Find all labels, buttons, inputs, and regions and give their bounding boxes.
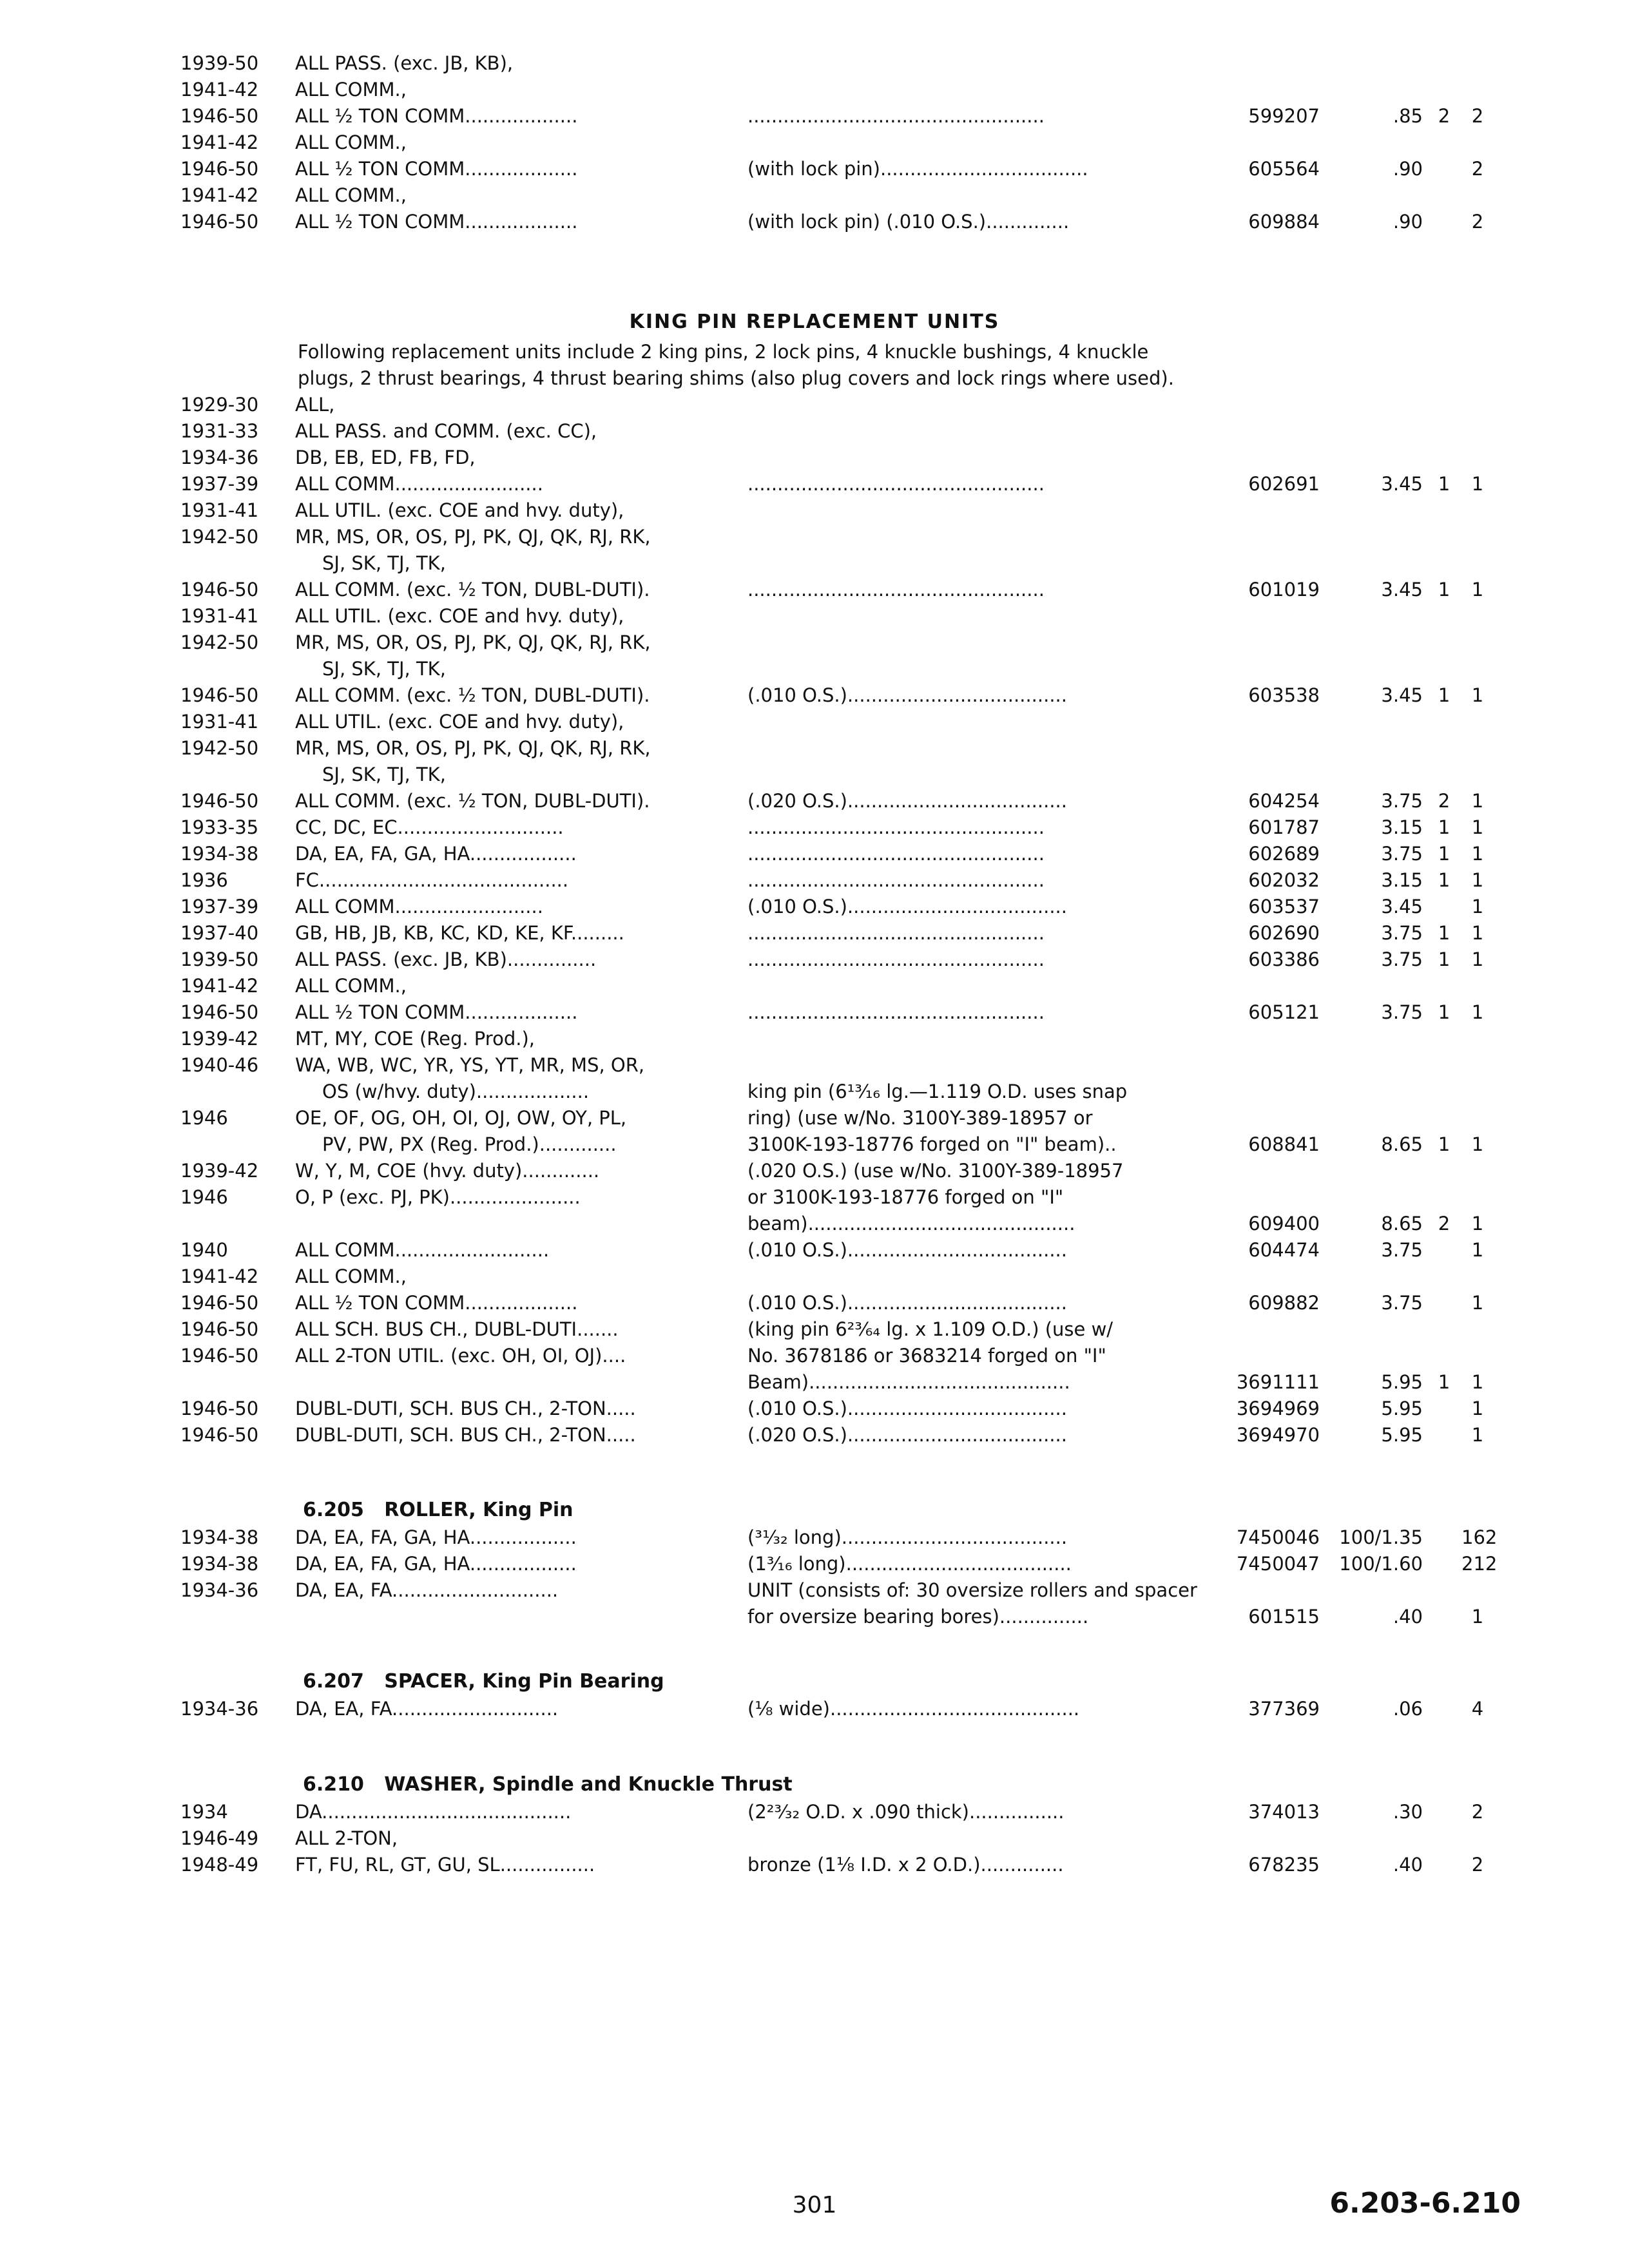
table-row bbox=[0, 867, 1629, 894]
table-row bbox=[0, 1577, 1629, 1604]
qty-cell-2: 1 bbox=[1471, 869, 1484, 891]
price-cell: 3.75 bbox=[1381, 790, 1423, 812]
price-cell: .85 bbox=[1393, 105, 1423, 127]
washer-heading-text: WASHER, Spindle and Knuckle Thrust bbox=[384, 1773, 793, 1796]
part-number-cell: 678235 bbox=[1248, 1854, 1320, 1876]
part-number-cell: 609400 bbox=[1248, 1213, 1320, 1235]
note-cell: (1³⁄₁₆ long)...................................... bbox=[747, 1553, 1072, 1575]
note-cell: for oversize bearing bores)............... bbox=[747, 1606, 1089, 1628]
model-cell: ALL COMM., bbox=[295, 79, 407, 101]
qty-cell-2: 1 bbox=[1471, 473, 1484, 495]
table-row bbox=[0, 550, 1629, 577]
model-cell: SJ, SK, TJ, TK, bbox=[322, 764, 446, 785]
qty-cell-2: 1 bbox=[1471, 1133, 1484, 1155]
price-cell: 3.75 bbox=[1381, 1239, 1423, 1261]
part-number-cell: 7450047 bbox=[1236, 1553, 1320, 1575]
part-number-cell: 3694970 bbox=[1236, 1424, 1320, 1446]
note-cell: UNIT (consists of: 30 oversize rollers and spacer bbox=[747, 1579, 1197, 1601]
part-number-cell: 7450046 bbox=[1236, 1526, 1320, 1548]
model-cell: PV, PW, PX (Reg. Prod.)............. bbox=[322, 1133, 617, 1155]
part-number-cell: 608841 bbox=[1248, 1133, 1320, 1155]
year-cell: 1941-42 bbox=[180, 79, 259, 101]
year-cell: 1934 bbox=[180, 1801, 228, 1823]
table-row bbox=[0, 788, 1629, 814]
model-cell: MR, MS, OR, OS, PJ, PK, QJ, QK, RJ, RK, bbox=[295, 737, 651, 759]
model-cell: WA, WB, WC, YR, YS, YT, MR, MS, OR, bbox=[295, 1054, 645, 1076]
model-cell: DB, EB, ED, FB, FD, bbox=[295, 447, 476, 468]
table-row bbox=[0, 1131, 1629, 1158]
spacer-heading bbox=[303, 1670, 664, 1693]
year-cell: 1934-38 bbox=[180, 1553, 259, 1575]
table-row bbox=[0, 656, 1629, 682]
table-row bbox=[0, 629, 1629, 656]
year-cell: 1946 bbox=[180, 1186, 228, 1208]
roller-heading-text: ROLLER, King Pin bbox=[384, 1499, 574, 1521]
model-cell: ALL 2-TON, bbox=[295, 1827, 398, 1849]
year-cell: 1946-50 bbox=[180, 211, 259, 233]
qty-cell-2: 1 bbox=[1471, 922, 1484, 944]
table-row bbox=[0, 1105, 1629, 1131]
model-cell: ALL ½ TON COMM................... bbox=[295, 1001, 578, 1023]
model-cell: ALL COMM......................... bbox=[295, 896, 543, 918]
price-cell: .40 bbox=[1393, 1606, 1423, 1628]
model-cell: MR, MS, OR, OS, PJ, PK, QJ, QK, RJ, RK, bbox=[295, 526, 651, 548]
table-row bbox=[0, 1396, 1629, 1422]
page-number: 301 bbox=[792, 2192, 837, 2218]
year-cell: 1946-50 bbox=[180, 579, 259, 601]
model-cell: ALL COMM......................... bbox=[295, 473, 543, 495]
qty-cell-2: 4 bbox=[1471, 1698, 1484, 1720]
year-cell: 1946-50 bbox=[180, 1001, 259, 1023]
table-row bbox=[0, 973, 1629, 999]
qty-cell-1: 1 bbox=[1438, 684, 1451, 706]
table-row bbox=[0, 735, 1629, 762]
qty-cell-2: 2 bbox=[1471, 211, 1484, 233]
qty-cell-2: 1 bbox=[1471, 896, 1484, 918]
table-row bbox=[0, 762, 1629, 788]
model-cell: ALL PASS. and COMM. (exc. CC), bbox=[295, 420, 597, 442]
note-cell: 3100K-193-18776 forged on "I" beam).. bbox=[747, 1133, 1117, 1155]
qty-cell-1: 1 bbox=[1438, 1133, 1451, 1155]
model-cell: DA, EA, FA, GA, HA.................. bbox=[295, 843, 577, 865]
price-cell: .90 bbox=[1393, 211, 1423, 233]
spacer-heading-num: 6.207 bbox=[303, 1670, 364, 1693]
table-row bbox=[0, 130, 1629, 156]
year-cell: 1946-50 bbox=[180, 105, 259, 127]
year-cell: 1948-49 bbox=[180, 1854, 259, 1876]
note-cell: .................................................. bbox=[747, 473, 1045, 495]
qty-cell-2: 1 bbox=[1471, 790, 1484, 812]
table-row bbox=[0, 1052, 1629, 1079]
year-cell: 1929-30 bbox=[180, 394, 259, 416]
year-cell: 1931-41 bbox=[180, 499, 259, 521]
note-cell: Beam)............................................ bbox=[747, 1371, 1070, 1393]
table-row bbox=[0, 947, 1629, 973]
price-cell: 100/1.35 bbox=[1339, 1526, 1423, 1548]
price-cell: 5.95 bbox=[1381, 1424, 1423, 1446]
year-cell: 1939-42 bbox=[180, 1028, 259, 1050]
qty-cell-1: 1 bbox=[1438, 1371, 1451, 1393]
part-number-cell: 374013 bbox=[1248, 1801, 1320, 1823]
kingpin-units-heading: KING PIN REPLACEMENT UNITS bbox=[629, 311, 1000, 333]
price-cell: 8.65 bbox=[1381, 1133, 1423, 1155]
part-number-cell: 604474 bbox=[1248, 1239, 1320, 1261]
year-cell: 1941-42 bbox=[180, 131, 259, 153]
year-cell: 1936 bbox=[180, 869, 228, 891]
price-cell: 3.15 bbox=[1381, 869, 1423, 891]
note-cell: or 3100K-193-18776 forged on "I" bbox=[747, 1186, 1064, 1208]
kingpin-units-intro-line1: Following replacement units include 2 king pins, 2 lock pins, 4 knuckle bushings, 4 knuckle bbox=[298, 341, 1149, 363]
model-cell: DA, EA, FA, GA, HA.................. bbox=[295, 1553, 577, 1575]
table-row bbox=[0, 1316, 1629, 1343]
qty-cell-1: 1 bbox=[1438, 816, 1451, 838]
table-row bbox=[0, 445, 1629, 471]
price-cell: 3.75 bbox=[1381, 843, 1423, 865]
qty-cell-2: 1 bbox=[1471, 1239, 1484, 1261]
price-cell: 3.45 bbox=[1381, 896, 1423, 918]
part-number-cell: 601515 bbox=[1248, 1606, 1320, 1628]
year-cell: 1946-50 bbox=[180, 1424, 259, 1446]
qty-cell-2: 2 bbox=[1471, 1854, 1484, 1876]
table-row bbox=[0, 1343, 1629, 1369]
note-cell: beam)............................................. bbox=[747, 1213, 1075, 1235]
price-cell: 100/1.60 bbox=[1339, 1553, 1423, 1575]
price-cell: 5.95 bbox=[1381, 1398, 1423, 1419]
model-cell: OS (w/hvy. duty)................... bbox=[322, 1081, 590, 1102]
note-cell: (.020 O.S.) (use w/No. 3100Y-389-18957 bbox=[747, 1160, 1124, 1182]
year-cell: 1939-42 bbox=[180, 1160, 259, 1182]
model-cell: W, Y, M, COE (hvy. duty)............. bbox=[295, 1160, 600, 1182]
year-cell: 1939-50 bbox=[180, 948, 259, 970]
price-cell: .06 bbox=[1393, 1698, 1423, 1720]
model-cell: DUBL-DUTI, SCH. BUS CH., 2-TON..... bbox=[295, 1424, 636, 1446]
price-cell: 3.75 bbox=[1381, 1001, 1423, 1023]
qty-cell-1: 2 bbox=[1438, 790, 1451, 812]
model-cell: ALL ½ TON COMM................... bbox=[295, 105, 578, 127]
model-cell: ALL COMM., bbox=[295, 975, 407, 997]
note-cell: (with lock pin)................................... bbox=[747, 158, 1088, 180]
model-cell: GB, HB, JB, KB, KC, KD, KE, KF......... bbox=[295, 922, 624, 944]
note-cell: .................................................. bbox=[747, 922, 1045, 944]
model-cell: ALL ½ TON COMM................... bbox=[295, 1292, 578, 1314]
note-cell: bronze (1⅛ I.D. x 2 O.D.).............. bbox=[747, 1854, 1064, 1876]
year-cell: 1942-50 bbox=[180, 631, 259, 653]
qty-cell-2: 1 bbox=[1471, 1606, 1484, 1628]
year-cell: 1946-50 bbox=[180, 1345, 259, 1367]
model-cell: O, P (exc. PJ, PK)...................... bbox=[295, 1186, 581, 1208]
model-cell: ALL COMM. (exc. ½ TON, DUBL-DUTI). bbox=[295, 684, 650, 706]
model-cell: FT, FU, RL, GT, GU, SL................ bbox=[295, 1854, 595, 1876]
table-row bbox=[0, 920, 1629, 947]
year-cell: 1942-50 bbox=[180, 526, 259, 548]
price-cell: 5.95 bbox=[1381, 1371, 1423, 1393]
model-cell: ALL COMM.......................... bbox=[295, 1239, 550, 1261]
model-cell: SJ, SK, TJ, TK, bbox=[322, 658, 446, 680]
table-row bbox=[0, 814, 1629, 841]
model-cell: ALL ½ TON COMM................... bbox=[295, 158, 578, 180]
part-number-cell: 3694969 bbox=[1236, 1398, 1320, 1419]
price-cell: 3.45 bbox=[1381, 473, 1423, 495]
price-cell: 3.75 bbox=[1381, 1292, 1423, 1314]
year-cell: 1934-36 bbox=[180, 1579, 259, 1601]
qty-cell-2: 2 bbox=[1471, 105, 1484, 127]
qty-cell-2: 1 bbox=[1471, 1371, 1484, 1393]
table-row bbox=[0, 1825, 1629, 1852]
note-cell: (.020 O.S.)..................................... bbox=[747, 790, 1067, 812]
qty-cell-1: 1 bbox=[1438, 579, 1451, 601]
part-number-cell: 604254 bbox=[1248, 790, 1320, 812]
year-cell: 1931-33 bbox=[180, 420, 259, 442]
year-cell: 1946-50 bbox=[180, 158, 259, 180]
model-cell: ALL COMM., bbox=[295, 131, 407, 153]
part-number-cell: 603538 bbox=[1248, 684, 1320, 706]
spacer-heading-text: SPACER, King Pin Bearing bbox=[384, 1670, 664, 1693]
qty-cell-2: 1 bbox=[1471, 684, 1484, 706]
part-number-cell: 609882 bbox=[1248, 1292, 1320, 1314]
roller-heading bbox=[303, 1499, 574, 1521]
year-cell: 1946 bbox=[180, 1107, 228, 1129]
note-cell: .................................................. bbox=[747, 816, 1045, 838]
qty-cell-1: 1 bbox=[1438, 473, 1451, 495]
table-row bbox=[0, 156, 1629, 182]
note-cell: (.010 O.S.)..................................... bbox=[747, 1398, 1067, 1419]
qty-cell-2: 162 bbox=[1461, 1526, 1498, 1548]
year-cell: 1934-36 bbox=[180, 1698, 259, 1720]
qty-cell-1: 1 bbox=[1438, 843, 1451, 865]
table-row bbox=[0, 50, 1629, 77]
model-cell: DA, EA, FA, GA, HA.................. bbox=[295, 1526, 577, 1548]
part-number-cell: 377369 bbox=[1248, 1698, 1320, 1720]
table-row bbox=[0, 1264, 1629, 1290]
year-cell: 1934-36 bbox=[180, 447, 259, 468]
part-number-cell: 599207 bbox=[1248, 105, 1320, 127]
table-row bbox=[0, 524, 1629, 550]
model-cell: ALL, bbox=[295, 394, 335, 416]
model-cell: DA, EA, FA............................ bbox=[295, 1579, 559, 1601]
table-row bbox=[0, 182, 1629, 209]
part-number-cell: 601019 bbox=[1248, 579, 1320, 601]
model-cell: DA, EA, FA............................ bbox=[295, 1698, 559, 1720]
qty-cell-1: 2 bbox=[1438, 105, 1451, 127]
model-cell: OE, OF, OG, OH, OI, OJ, OW, OY, PL, bbox=[295, 1107, 627, 1129]
table-row bbox=[0, 682, 1629, 709]
year-cell: 1931-41 bbox=[180, 711, 259, 733]
model-cell: DUBL-DUTI, SCH. BUS CH., 2-TON..... bbox=[295, 1398, 636, 1419]
table-row bbox=[0, 841, 1629, 867]
qty-cell-1: 1 bbox=[1438, 948, 1451, 970]
table-row bbox=[0, 1184, 1629, 1211]
table-row bbox=[0, 709, 1629, 735]
table-row bbox=[0, 103, 1629, 130]
qty-cell-2: 1 bbox=[1471, 1213, 1484, 1235]
part-number-cell: 602032 bbox=[1248, 869, 1320, 891]
part-number-cell: 609884 bbox=[1248, 211, 1320, 233]
model-cell: MR, MS, OR, OS, PJ, PK, QJ, QK, RJ, RK, bbox=[295, 631, 651, 653]
note-cell: (with lock pin) (.010 O.S.).............. bbox=[747, 211, 1070, 233]
price-cell: 8.65 bbox=[1381, 1213, 1423, 1235]
qty-cell-1: 1 bbox=[1438, 922, 1451, 944]
part-number-cell: 3691111 bbox=[1236, 1371, 1320, 1393]
washer-heading bbox=[303, 1773, 793, 1796]
part-number-cell: 605564 bbox=[1248, 158, 1320, 180]
model-cell: ALL 2-TON UTIL. (exc. OH, OI, OJ).... bbox=[295, 1345, 626, 1367]
note-cell: .................................................. bbox=[747, 869, 1045, 891]
price-cell: .40 bbox=[1393, 1854, 1423, 1876]
table-row bbox=[0, 1604, 1629, 1630]
qty-cell-2: 1 bbox=[1471, 1292, 1484, 1314]
table-row bbox=[0, 392, 1629, 418]
table-row bbox=[0, 77, 1629, 103]
year-cell: 1931-41 bbox=[180, 605, 259, 627]
table-row bbox=[0, 1524, 1629, 1551]
note-cell: (.020 O.S.)..................................... bbox=[747, 1424, 1067, 1446]
table-row bbox=[0, 999, 1629, 1026]
qty-cell-2: 1 bbox=[1471, 816, 1484, 838]
year-cell: 1937-39 bbox=[180, 896, 259, 918]
year-cell: 1941-42 bbox=[180, 1265, 259, 1287]
model-cell: ALL COMM., bbox=[295, 184, 407, 206]
price-cell: .90 bbox=[1393, 158, 1423, 180]
model-cell: FC.......................................... bbox=[295, 869, 569, 891]
model-cell: ALL SCH. BUS CH., DUBL-DUTI....... bbox=[295, 1318, 619, 1340]
table-row bbox=[0, 497, 1629, 524]
model-cell: ALL ½ TON COMM................... bbox=[295, 211, 578, 233]
model-cell: SJ, SK, TJ, TK, bbox=[322, 552, 446, 574]
price-cell: 3.45 bbox=[1381, 579, 1423, 601]
year-cell: 1946-49 bbox=[180, 1827, 259, 1849]
part-number-cell: 602690 bbox=[1248, 922, 1320, 944]
table-row bbox=[0, 1369, 1629, 1396]
note-cell: (.010 O.S.)..................................... bbox=[747, 684, 1067, 706]
part-number-cell: 602689 bbox=[1248, 843, 1320, 865]
table-row bbox=[0, 1799, 1629, 1825]
price-cell: .30 bbox=[1393, 1801, 1423, 1823]
model-cell: MT, MY, COE (Reg. Prod.), bbox=[295, 1028, 535, 1050]
table-row bbox=[0, 1158, 1629, 1184]
table-row bbox=[0, 894, 1629, 920]
table-row bbox=[0, 1237, 1629, 1264]
table-row bbox=[0, 1079, 1629, 1105]
table-row bbox=[0, 603, 1629, 629]
note-cell: .................................................. bbox=[747, 579, 1045, 601]
part-number-cell: 603386 bbox=[1248, 948, 1320, 970]
model-cell: ALL COMM. (exc. ½ TON, DUBL-DUTI). bbox=[295, 790, 650, 812]
model-cell: ALL UTIL. (exc. COE and hvy. duty), bbox=[295, 605, 624, 627]
price-cell: 3.75 bbox=[1381, 922, 1423, 944]
table-row bbox=[0, 418, 1629, 445]
qty-cell-1: 1 bbox=[1438, 869, 1451, 891]
note-cell: (king pin 6²³⁄₆₄ lg. x 1.109 O.D.) (use w/ bbox=[747, 1318, 1113, 1340]
qty-cell-1: 2 bbox=[1438, 1213, 1451, 1235]
model-cell: ALL COMM., bbox=[295, 1265, 407, 1287]
qty-cell-2: 1 bbox=[1471, 1001, 1484, 1023]
model-cell: ALL PASS. (exc. JB, KB)............... bbox=[295, 948, 597, 970]
table-row bbox=[0, 1422, 1629, 1448]
year-cell: 1934-38 bbox=[180, 1526, 259, 1548]
note-cell: No. 3678186 or 3683214 forged on "I" bbox=[747, 1345, 1106, 1367]
qty-cell-2: 2 bbox=[1471, 1801, 1484, 1823]
year-cell: 1946-50 bbox=[180, 790, 259, 812]
year-cell: 1934-38 bbox=[180, 843, 259, 865]
model-cell: ALL UTIL. (exc. COE and hvy. duty), bbox=[295, 711, 624, 733]
table-row bbox=[0, 1211, 1629, 1237]
note-cell: king pin (6¹³⁄₁₆ lg.—1.119 O.D. uses snap bbox=[747, 1081, 1128, 1102]
table-row bbox=[0, 1026, 1629, 1052]
year-cell: 1933-35 bbox=[180, 816, 259, 838]
model-cell: CC, DC, EC............................ bbox=[295, 816, 564, 838]
qty-cell-2: 2 bbox=[1471, 158, 1484, 180]
part-number-cell: 605121 bbox=[1248, 1001, 1320, 1023]
year-cell: 1941-42 bbox=[180, 975, 259, 997]
qty-cell-2: 1 bbox=[1471, 1424, 1484, 1446]
note-cell: .................................................. bbox=[747, 105, 1045, 127]
year-cell: 1940 bbox=[180, 1239, 228, 1261]
qty-cell-1: 1 bbox=[1438, 1001, 1451, 1023]
qty-cell-2: 1 bbox=[1471, 1398, 1484, 1419]
qty-cell-2: 1 bbox=[1471, 579, 1484, 601]
table-row bbox=[0, 577, 1629, 603]
table-row bbox=[0, 471, 1629, 497]
note-cell: .................................................. bbox=[747, 948, 1045, 970]
year-cell: 1937-40 bbox=[180, 922, 259, 944]
year-cell: 1939-50 bbox=[180, 52, 259, 74]
year-cell: 1941-42 bbox=[180, 184, 259, 206]
note-cell: (.010 O.S.)..................................... bbox=[747, 896, 1067, 918]
year-cell: 1946-50 bbox=[180, 684, 259, 706]
note-cell: (⅛ wide).......................................... bbox=[747, 1698, 1080, 1720]
note-cell: (.010 O.S.)..................................... bbox=[747, 1239, 1067, 1261]
year-cell: 1946-50 bbox=[180, 1398, 259, 1419]
note-cell: (2²³⁄₃₂ O.D. x .090 thick)................ bbox=[747, 1801, 1065, 1823]
part-number-cell: 601787 bbox=[1248, 816, 1320, 838]
table-row bbox=[0, 1696, 1629, 1722]
model-cell: ALL UTIL. (exc. COE and hvy. duty), bbox=[295, 499, 624, 521]
roller-heading-num: 6.205 bbox=[303, 1499, 364, 1521]
part-number-cell: 602691 bbox=[1248, 473, 1320, 495]
qty-cell-2: 212 bbox=[1461, 1553, 1498, 1575]
qty-cell-2: 1 bbox=[1471, 948, 1484, 970]
model-cell: ALL COMM. (exc. ½ TON, DUBL-DUTI). bbox=[295, 579, 650, 601]
note-cell: .................................................. bbox=[747, 843, 1045, 865]
model-cell: DA.......................................... bbox=[295, 1801, 572, 1823]
table-row bbox=[0, 1551, 1629, 1577]
table-row bbox=[0, 1852, 1629, 1878]
part-number-cell: 603537 bbox=[1248, 896, 1320, 918]
note-cell: (.010 O.S.)..................................... bbox=[747, 1292, 1067, 1314]
kingpin-units-intro-line2: plugs, 2 thrust bearings, 4 thrust bearing shims (also plug covers and lock rings where used). bbox=[298, 367, 1174, 389]
washer-heading-num: 6.210 bbox=[303, 1773, 364, 1796]
qty-cell-2: 1 bbox=[1471, 843, 1484, 865]
price-cell: 3.15 bbox=[1381, 816, 1423, 838]
year-cell: 1937-39 bbox=[180, 473, 259, 495]
table-row bbox=[0, 209, 1629, 235]
year-cell: 1946-50 bbox=[180, 1318, 259, 1340]
note-cell: .................................................. bbox=[747, 1001, 1045, 1023]
note-cell: ring) (use w/No. 3100Y-389-18957 or bbox=[747, 1107, 1093, 1129]
price-cell: 3.45 bbox=[1381, 684, 1423, 706]
year-cell: 1946-50 bbox=[180, 1292, 259, 1314]
section-code: 6.203-6.210 bbox=[1329, 2187, 1521, 2220]
table-row bbox=[0, 1290, 1629, 1316]
note-cell: (³¹⁄₃₂ long)...................................... bbox=[747, 1526, 1068, 1548]
price-cell: 3.75 bbox=[1381, 948, 1423, 970]
year-cell: 1942-50 bbox=[180, 737, 259, 759]
model-cell: ALL PASS. (exc. JB, KB), bbox=[295, 52, 514, 74]
year-cell: 1940-46 bbox=[180, 1054, 259, 1076]
